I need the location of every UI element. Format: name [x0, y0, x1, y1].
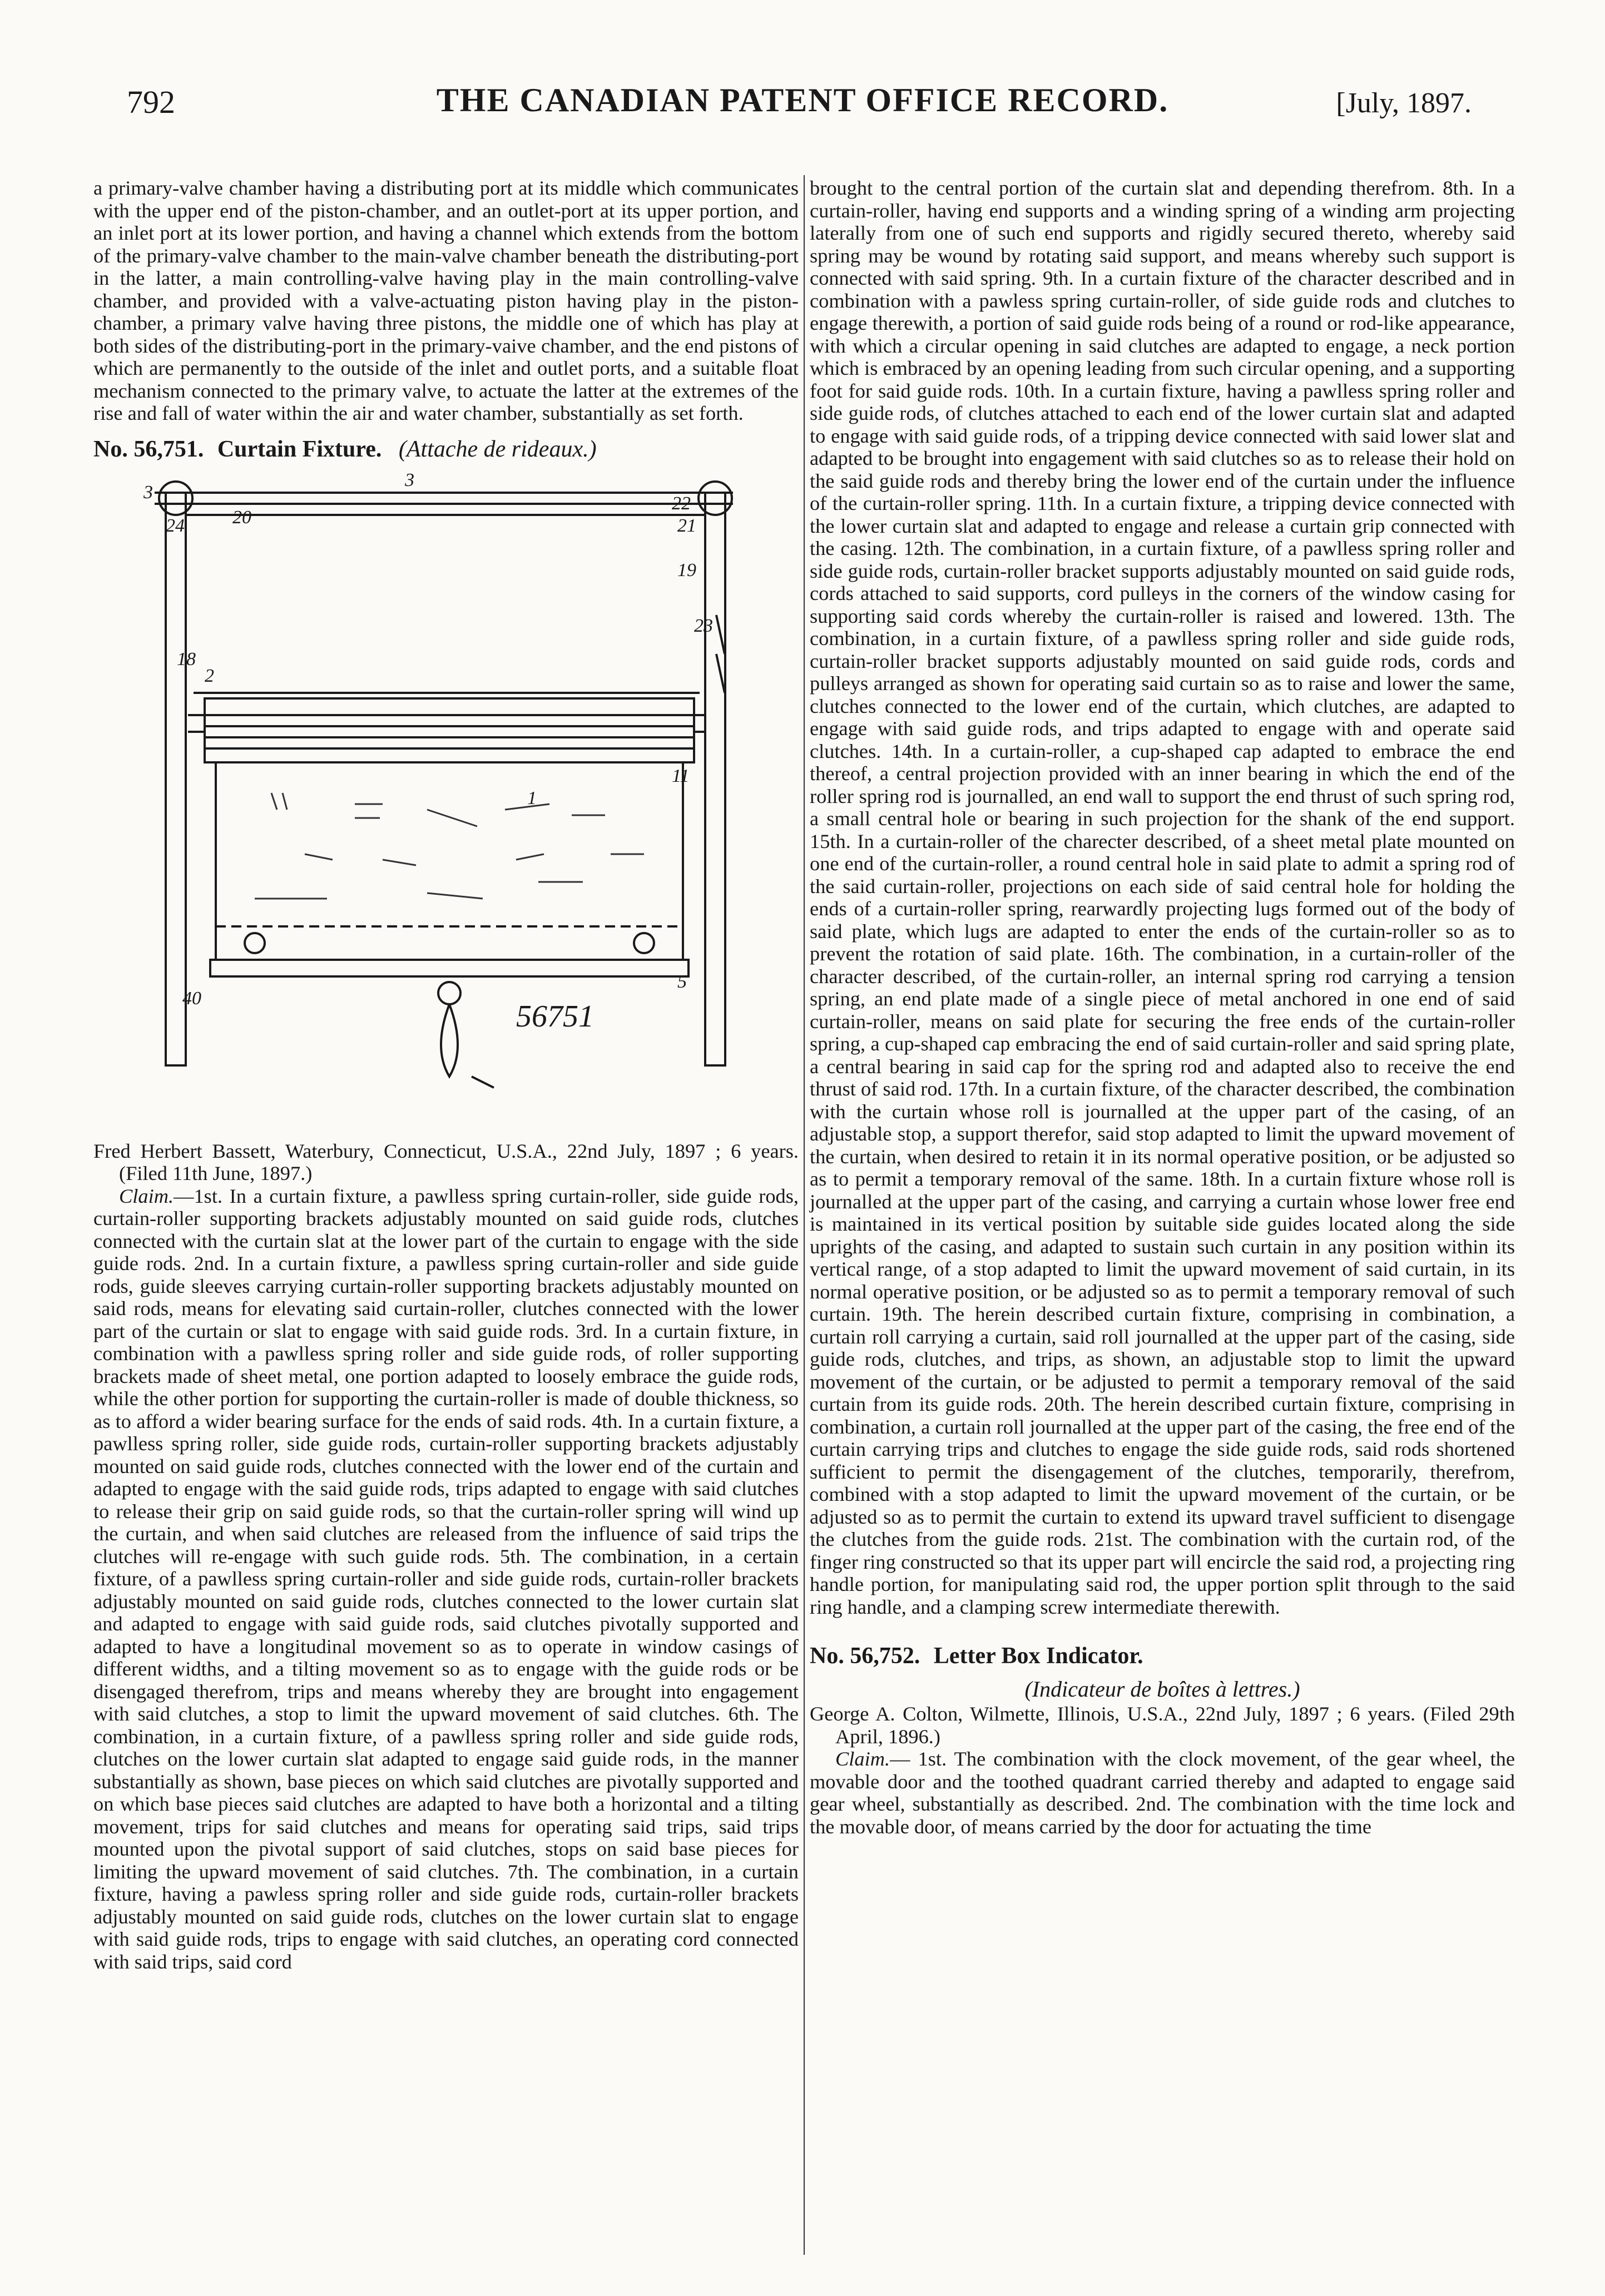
patent-claims-2	[810, 1748, 1515, 1838]
patent-claims	[93, 1185, 799, 1973]
left-bracket	[188, 715, 205, 732]
svg-text:20: 20	[232, 507, 251, 528]
right-clutch	[634, 933, 654, 953]
left-guide-rod	[166, 493, 186, 1065]
issue-date: [July, 1897.	[1336, 87, 1472, 119]
svg-text:19: 19	[677, 559, 696, 581]
curtain-fixture-figure	[93, 470, 799, 1127]
patent-title-2: Letter Box Indicator.	[933, 1643, 1143, 1669]
patent-drawing	[93, 470, 799, 1127]
left-pulley	[159, 482, 192, 515]
patent-title-french-2: (Indicateur de boîtes à lettres.)	[1024, 1677, 1300, 1702]
patent-heading-2	[810, 1640, 1515, 1672]
pull-handle	[441, 1004, 458, 1077]
claim-label: Claim.	[119, 1184, 174, 1207]
continued-claims-text: brought to the central portion of the curtain slat and depending therefrom. 8th. In a curtain-roller, having end supports and a winding spring of a winding arm projecting laterally from one of such end supports and rigidly secured thereto, whereby said spring may be wound by rotating said support, and means whereby such support is connected with said spring. 9th. In a curtain fixture of the character described and in combination with a pawless spring curtain-roller, of side guide rods and clutches to engage therewith, a portion of said guide rods being of a round or rod-like appearance, with which a circular opening in said clutches are adapted to engage, a neck portion which is embraced by an opening leading from such circular opening, and a supporting foot for said guide rods. 10th. In a curtain fixture, having a pawlless spring roller and side guide rods, of clutches attached to each end of the lower curtain slat and adapted to engage with said guide rods, of a tripping device connected with said lower slat and adapted to be brought into engagement with said clutches so as to release their hold on the said guide rods and thereby bring the lower end of the curtain under the influence of the curtain-roller spring. 11th. In a curtain fixture, a tripping device connected with the lower curtain slat and adapted to engage and release a curtain grip connected with the casing. 12th. The combination, in a curtain fixture, of a pawlless spring roller and side guide rods, curtain-roller bracket supports adjustably mounted on said guide rods, cords attached to said supports, cord pulleys in the corners of the window casing for supporting said cords whereby the curtain-roller is raised and lowered. 13th. The combination, in a curtain fixture, of a pawlless spring roller and side guide rods, curtain-roller bracket supports adjustably mounted on said guide rods, cords and pulleys arranged as shown for operating said curtain so as to raise and lower the same, clutches connected to the lower end of the curtain, which clutches, are adapted to engage with said guide rods, and trips adapted to engage with and operate said clutches. 14th. In a curtain-roller, a cup-shaped cap adapted to embrace the end thereof, a central projection provided with an inner bearing in which the end of the roller spring rod is journalled, an end wall to support the end thrust of such spring rod, a small central hole or bearing in such projection for the shank of the end support. 15th. In a curtain-roller of the charecter described, of a sheet metal plate mounted on one end of the curtain-roller, a round central hole in said plate to admit a spring rod of the said curtain-roller, projections on each side of said central hole for holding the ends of a curtain-roller spring, rearwardly projecting lugs formed out of the body of said plate, which lugs are adapted to enter the ends of the curtain-roller so as to prevent the rotation of said plate. 16th. The combination, in a curtain-roller of the character described, of the curtain-roller, an internal spring rod carrying a tension spring, an end plate made of a single piece of metal anchored in one end of said curtain-roller, means on said plate for securing the free ends of the curtain-roller spring, a cup-shaped cap embracing the end of said curtain-roller and said spring plate, a central bearing in said cap for the spring rod and adapted also to receive the end thrust of said rod. 17th. In a curtain fixture, of the character described, the combination with the curtain whose roll is journalled at the upper part of the casing, of an adjustable stop, a support therefor, said stop adapted to limit the upward movement of the curtain, when desired to retain it in its normal operative position, or be adjusted so as to permit a temporary removal of the same. 18th. In a curtain fixture whose roll is journalled at the upper part of the casing, and carrying a curtain whose lower free end is maintained in its vertical position by suitable side guides located along the side uprights of the casing, and adapted to sustain such curtain in any position within its vertical range, of a stop adapted to limit the upward movement of said curtain, in its normal operative position, or be adjusted so as to permit a temporary removal of such curtain. 19th. The herein described curtain fixture, comprising in combination, a curtain roll carrying a curtain, said roll journalled at the upper part of the casing, side guide rods, clutches, and trips, as shown, an adjustable stop to limit the upward movement of the curtain, or be adjusted to permit a temporary removal of the said curtain from its guide rods. 20th. The herein described curtain fixture, comprising in combination, a curtain roll journalled at the upper part of the casing, the free end of the curtain carrying trips and clutches to engage the side guide rods, said rods shortened sufficient to permit the disengagement of the clutches, temporarily, therefrom, combined with a stop adapted to limit the upward movement of the curtain, or be adjusted so as to permit the curtain to extend its upward travel sufficient to disengage the clutches from the guide rods. 21st. The combination with the curtain rod, of the finger ring constructed so that its upper part will encircle the said rod, a projecting ring handle portion, for manipulating said rod, the upper portion split through to the said ring handle, and a clamping screw intermediate therewith.	[810, 177, 1515, 1618]
patent-inventor-2: George A. Colton, Wilmette, Illinois, U.S.A., 22nd July, 1897 ; 6 years. (Filed 29th April, 1896.)	[810, 1703, 1515, 1748]
patent-title: Curtain Fixture.	[217, 436, 382, 462]
svg-text:3: 3	[143, 482, 153, 503]
curtain-roller	[205, 698, 694, 762]
page-header	[0, 67, 1605, 133]
right-guide-rod	[705, 493, 725, 1065]
right-column	[810, 177, 1515, 1838]
svg-text:5: 5	[677, 971, 687, 992]
svg-text:21: 21	[677, 515, 696, 536]
claims-text: —1st. In a curtain fixture, a pawlless spring curtain-roller, side guide rods, curtain-roller supporting brackets adjustably mounted on said guide rods, clutches connected with the curtain slat at the lower part of the curtain to engage with the side guide rods. 2nd. In a curtain fixture, a pawlless spring curtain-roller and side guide rods, guide sleeves carrying curtain-roller supporting brackets adjustably mounted on said rods, means for elevating said curtain-roller, clutches connected with the lower part of the curtain or slat to engage with said guide rods. 3rd. In a curtain fixture, in combination with a pawlless spring roller and side guide rods, of roller supporting brackets made of sheet metal, one portion adapted to loosely embrace the guide rods, while the other portion for supporting the curtain-roller is made of double thickness, so as to afford a wider bearing surface for the ends of said rods. 4th. In a curtain fixture, a pawlless spring roller, side guide rods, curtain-roller supporting brackets adjustably mounted on said guide rods, clutches connected with the lower end of the curtain and adapted to engage with the said guide rods, trips adapted to engage with said clutches to release their grip on said guide rods, so that the curtain-roller spring will wind up the curtain, and when said clutches are released from the influence of said trips the clutches will re-engage with such guide rods. 5th. The combination, in a certain fixture, of a pawlless spring curtain-roller and side guide rods, curtain-roller brackets adjustably mounted on said guide rods, clutches connected to the lower curtain slat and adapted to engage with said guide rods, said clutches pivotally supported and adapted to have a longitudinal movement so as to operate in window casings of different widths, and a tilting movement so as to engage with the guide rods or be disengaged therefrom, trips and means whereby they are brought into engagement with said clutches, a stop to limit the upward movement of said clutches. 6th. The combination, in a curtain fixture, of a pawlless spring roller and side guide rods, clutches on the lower curtain slat adapted to engage said guide rods, in the manner substantially as shown, base pieces on which said clutches are pivotally supported and on which base pieces said clutches are adapted to have both a horizontal and a tilting movement, trips for said clutches and means for operating said trips, said trips mounted upon the pivotal support of said clutches, stops on said base pieces for limiting the upward movement of said clutches. 7th. The combination, in a curtain fixture, having a pawless spring roller and side guide rods, curtain-roller brackets adjustably mounted on said guide rods, clutches on the lower curtain slat to engage with said guide rods, trips to engage with said clutches, an operating cord connected with said trips, said cord	[93, 1184, 799, 1973]
patent-number: No. 56,751.	[93, 436, 204, 462]
right-bracket	[694, 715, 705, 732]
svg-text:24: 24	[166, 515, 185, 536]
drawing-number: 56751	[516, 999, 594, 1034]
svg-text:2: 2	[205, 665, 214, 686]
patent-number-2: No. 56,752.	[810, 1643, 920, 1669]
svg-text:23: 23	[694, 615, 713, 636]
svg-text:1: 1	[527, 787, 537, 809]
right-pulley	[699, 482, 732, 515]
page-number: 792	[127, 84, 175, 120]
continued-claim-text: a primary-valve chamber having a distributing port at its middle which communicates with the upper end of the piston-chamber, and an outlet-port at its upper portion, and an inlet port at its lower portion, and having a channel which extends from the bottom of the primary-valve chamber to the main-valve chamber beneath the distributing-port in the latter, a main controlling-valve having play in the main controlling-valve chamber, and provided with a valve-actuating piston having play in the piston-chamber, a primary valve having three pistons, the middle one of which has play at both sides of the distributing-port in the primary-vaive chamber, and the end pistons of which are permanently to the outside of the inlet and outlet ports, and a suitable float mechanism connected to the primary valve, to actuate the latter at the extremes of the rise and fall of water within the air and water chamber, substantially as set forth.	[93, 177, 799, 424]
svg-text:22: 22	[672, 493, 691, 514]
patent-inventor: Fred Herbert Bassett, Waterbury, Connecticut, U.S.A., 22nd July, 1897 ; 6 years. (Filed 11th June, 1897.)	[93, 1139, 799, 1184]
claim-label-2: Claim.	[835, 1748, 890, 1770]
cord-ring	[438, 982, 460, 1004]
svg-text:11: 11	[672, 765, 690, 786]
column-divider	[804, 175, 805, 2255]
svg-text:3: 3	[405, 470, 414, 490]
left-column	[93, 177, 799, 1973]
svg-text:18: 18	[177, 648, 196, 670]
svg-text:40: 40	[182, 988, 201, 1009]
patent-title-french: (Attache de rideaux.)	[398, 436, 597, 462]
journal-title: THE CANADIAN PATENT OFFICE RECORD.	[436, 82, 1169, 118]
curtain-slat	[210, 960, 688, 976]
claims-text-2: — 1st. The combination with the clock movement, of the gear wheel, the movable door and the toothed quadrant carried thereby and adapted to engage said gear wheel, substantially as described. 2nd. The combination with the time lock and the movable door, of means carried by the door for actuating the time	[810, 1748, 1515, 1838]
patent-heading	[93, 434, 799, 465]
left-clutch	[245, 933, 265, 953]
